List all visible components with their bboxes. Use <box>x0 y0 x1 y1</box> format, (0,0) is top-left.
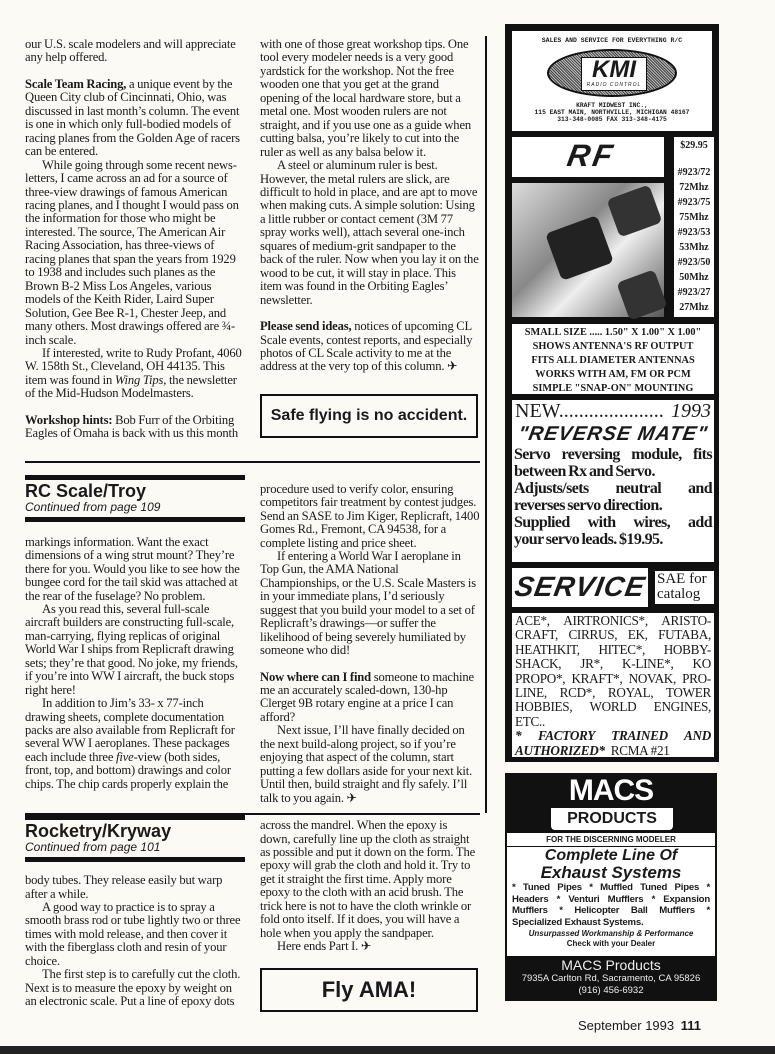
brand-list: ACE*, AIRTRONICS*, ARISTO-CRAFT, CIRRUS, EK, FUTABA, HEATHKIT, HITEC*, HOBBY-SHACK, JR*, K-LINE*, KO PROPO*, KRAFT*, NOVAK, PRO-LINE, RCD*, ROYAL, TOWER HOBBIES, WORLD ENGINES, ETC.. <box>515 613 711 729</box>
reverse-mate-line: between Rx and Servo. <box>514 463 655 480</box>
new-label: NEW..................... <box>515 400 664 422</box>
safe-flying-slogan-box <box>260 394 478 438</box>
rocketry-title: Rocketry/Kryway <box>25 821 172 842</box>
macs-address: 7935A Carlton Rd, Sacramento, CA 95826 <box>521 973 701 984</box>
paragraph-text: across the mandrel. When the epoxy is down, carefully line up the cloth as straight as possible and put it down on the form. The epoxy will grab the cloth and hold it. Try to get it straight the first time. Apply more epoxy to the cloth with an acid brush. The trick here is not to have the cloth wrinkle or fold onto itself. If it does, you will have a hole when you apply the sandpaper. <box>260 818 476 940</box>
paragraph-text: A good way to practice is to spray a smooth brass rod or tube lightly two or three times with mold release, and then cover it with the fiberglass cloth and resin of your choice. <box>25 900 241 968</box>
rocketry-continued: Continued from page 101 <box>25 840 161 855</box>
paragraph <box>25 414 245 441</box>
paragraph-text: a unique event by the Queen City club of Cincinnati, Ohio, was discussed in last month’s column. The event is one in which only full-bodied models of racing planes from the Golden Age of racers can be entered. <box>25 76 240 159</box>
paragraph-text: notices of upcoming CL Scale events, contest reports, and especially photos of CL Scale activity to me at the address at the very top of this column. ✈ <box>260 319 473 374</box>
paragraph <box>25 697 245 791</box>
rcma-number: RCMA #21 <box>610 742 670 758</box>
rc-scale-column-2 <box>260 483 480 805</box>
rocketry-column-1-wrap <box>25 815 245 1009</box>
rocketry-column-1 <box>25 874 245 1009</box>
paragraph-text: If interested, write to Rudy Profant, 4060 W. 158th St., Cleveland, OH 44135. This item was found in <box>25 345 242 387</box>
service-title: SERVICE <box>512 571 648 602</box>
paragraph <box>25 603 245 697</box>
rc-scale-column-1-wrap <box>25 475 245 792</box>
issue-date: September 1993 <box>578 1018 675 1033</box>
new-heading <box>512 400 714 422</box>
model-frequency: 53Mhz <box>679 242 709 253</box>
rc-scale-continued: Continued from page 109 <box>25 499 161 514</box>
rc-scale-heading <box>25 475 245 522</box>
reverse-mate-line: your servo leads. $19.95. <box>514 531 663 548</box>
fly-ama-slogan-box <box>260 968 478 1012</box>
paragraph <box>25 901 245 968</box>
service-title-box <box>511 567 649 608</box>
factory-trained: * FACTORY TRAINED AND AUTHORIZED* <box>515 728 711 758</box>
paragraph <box>25 38 245 65</box>
safe-flying-slogan: Safe flying is no accident. <box>270 406 468 424</box>
paragraph <box>25 536 245 603</box>
rf-mate-product-photo <box>511 182 665 318</box>
paragraph-text: A steel or aluminum ruler is best. However, the metal rulers are slick, are difficult to hold in place, and are apt to move when making cuts. A simple solution: Using a little rubber or contact cement (3M 77 spray works well), attach several one-inch squares of medium-grit sandpaper to the back of the ruler. Now when you lay it on the wood to be cut, it will stay in place. This item was found in the Orbiting Eagles’ newsletter. <box>260 158 479 307</box>
kmi-phone: 313-348-0085 FAX 313-348-4175 <box>557 116 667 123</box>
rf-mate-features <box>511 323 715 395</box>
paragraph <box>25 159 245 347</box>
paragraph <box>260 940 480 953</box>
paragraph-text: our U.S. scale modelers and will appreciate any help offered. <box>25 37 236 65</box>
paragraph-text: -view (both sides, front, top, and bottom) drawings and color chips. The chip cards properly explain the <box>25 749 231 791</box>
scan-edge <box>0 1046 775 1054</box>
paragraph <box>25 968 245 1008</box>
rocketry-column-2 <box>260 819 480 954</box>
paragraph-text: While going through some recent news-letters, I came across an ad for a source of three-view drawings of famous American racing planes, and I thought I would pass on the information for those who might be interested. The source, The American Air Racing Association, has three-views of racing planes that span the years from 1929 to 1938 and includes such planes as the Brown B-2 Miss Los Angeles, various models of the Keith Rider, Laird Super Solution, Gee Bee R-1, Chester Jeep, and many others. Most drawings offered are ¾-inch scale. <box>25 157 239 347</box>
paragraph-text: the newsletter of the Mid-Hudson Modelmasters. <box>25 372 237 401</box>
kmi-logo-text: KMI <box>592 56 636 83</box>
rf-mate-price: $29.95 <box>680 140 708 151</box>
paragraph-text: Next issue, I’ll have finally decided on the next build-along project, so if you’re enjoying that aspect of the column, start putting a few dollars aside for your next kit. Until then, build straight and fly safely. I’ll talk to you again. ✈ <box>260 723 473 805</box>
rf-mate-title-box <box>511 136 665 178</box>
heading-bar <box>25 517 245 522</box>
feature-line: WORKS WITH AM, FM OR PCM <box>535 369 691 380</box>
paragraph-lead: Now where can I find <box>260 669 372 684</box>
new-year: 1993 <box>671 400 711 422</box>
feature-line: SHOWS ANTENNA'S RF OUTPUT <box>532 341 694 352</box>
macs-logo <box>507 775 715 833</box>
feature-line: SIMPLE "SNAP-ON" MOUNTING <box>532 383 694 394</box>
section-rule <box>25 461 480 463</box>
paragraph-text: markings information. Want the exact dimensions of a wing strut mount? They’re there for you. Would you like to see how the bungee cord for the tail skid was attached at the rear of the fuselage? No problem. <box>25 534 240 603</box>
paragraph-text: Wing Tips, <box>114 372 167 387</box>
paragraph <box>260 320 480 374</box>
reverse-mate-box <box>511 399 715 563</box>
macs-headline-2: Exhaust Systems <box>540 863 682 882</box>
reverse-mate-title: "REVERSE MATE" <box>516 423 710 445</box>
macs-tagline: FOR THE DISCERNING MODELER <box>507 833 715 847</box>
model-number: #923/75 <box>677 197 711 208</box>
paragraph-text: If entering a World War I aeroplane in Top Gun, the AMA National Championships, or the U.S. Scale Masters is in your immediate plans, I’d seriously suggest that you build your model to a set of Replicraft’s drawings—or suffer the likelihood of being severely humiliated by someone who did! <box>260 548 476 658</box>
feature-line: SMALL SIZE ..... 1.50" X 1.00" X 1.00" <box>524 327 702 338</box>
rc-scale-title: RC Scale/Troy <box>25 480 147 501</box>
paragraph-text: with one of those great workshop tips. One tool every modeler needs is a very good yardstick for the workshop. Not the free wooden one that you get at the grand opening of the local hardware store, but a metal one. Most wooden rulers are not straight, and if you use one as a guide when cutting balsa, you’re likely to cut into the ruler as well as any balsa below it. <box>260 37 472 159</box>
kmi-logo-subtext: RADIO CONTROL <box>586 82 642 88</box>
macs-product-list: * Tuned Pipes * Muffled Tuned Pipes * Headers * Venturi Mufflers * Expansion Mufflers * Helicopter Ball Mufflers * Specialized Exhaust Systems. <box>512 882 710 928</box>
paragraph-text: procedure used to verify color, ensuring competitors fair treatment by contest judges. Send an SASE to Jim Kiger, Replicraft, 1400 Gomes Rd., Fremont, CA 94538, for a complete listing and price sheet. <box>260 481 480 550</box>
paragraph-lead: Scale Team Racing, <box>25 76 127 91</box>
macs-advertisement <box>505 773 717 1001</box>
column-divider <box>485 36 487 813</box>
page-number: 111 <box>680 1018 702 1033</box>
model-frequency: 27Mhz <box>679 302 709 313</box>
heading-bar <box>25 475 245 480</box>
model-number: #923/53 <box>677 227 711 238</box>
paragraph <box>260 550 480 658</box>
paragraph-text: Bob Furr of the Orbiting Eagles of Omaha is back with us this month <box>25 412 239 441</box>
fly-ama-slogan: Fly AMA! <box>321 976 417 1002</box>
kmi-company: KRAFT MIDWEST INC., <box>576 102 648 109</box>
rf-mate-title: RF <box>564 138 619 173</box>
kmi-address: 115 EAST MAIN, NORTHVILLE, MICHIGAN 48167 <box>534 109 690 116</box>
article-columns <box>25 38 480 1012</box>
paragraph <box>25 874 245 901</box>
paragraph-text: The first step is to carefully cut the cloth. Next is to measure the epoxy by weight on an electronic scale. Put a line of epoxy dots <box>25 967 241 1009</box>
macs-contact <box>507 956 715 999</box>
paragraph <box>260 724 480 805</box>
macs-phone: (916) 456-6932 <box>578 985 644 996</box>
paragraph <box>25 78 245 159</box>
kmi-tagline: SALES AND SERVICE FOR EVERYTHING R/C <box>541 37 683 44</box>
rocketry-column-2-wrap <box>260 815 480 1012</box>
reverse-mate-line: Servo reversing module, fits <box>514 446 712 463</box>
macs-headline-1: Complete Line Of <box>544 847 678 864</box>
rocketry-heading <box>25 815 245 862</box>
paragraph-text: Here ends Part I. ✈ <box>277 939 372 954</box>
paragraph-text: In addition to Jim’s 33- x 77-inch drawing sheets, complete documentation packs are also available from Replicraft for several WW I aeroplanes. These packages each include three <box>25 696 235 764</box>
macs-logo-subtext: PRODUCTS <box>551 808 673 830</box>
service-brands-box <box>511 612 715 758</box>
macs-slogan: Unsurpassed Workmanship & Performance <box>528 929 694 938</box>
paragraph <box>260 483 480 550</box>
paragraph <box>260 38 480 159</box>
model-frequency: 50Mhz <box>679 272 709 283</box>
heading-bar <box>25 815 245 820</box>
cl-scale-column-1 <box>25 38 245 441</box>
page-footer <box>578 1018 701 1033</box>
kmi-logo <box>547 49 677 97</box>
cl-scale-column-2-wrap <box>260 38 480 438</box>
paragraph-lead: Please send ideas, <box>260 319 352 334</box>
macs-name: MACS Products <box>561 957 661 973</box>
paragraph-text: As you read this, several full-scale aircraft builders are constructing full-scale, man-carrying, flying replicas of original World War I ships from Replicraft drawing sets; they’re that good. No joke, my friends, if you’re into WW I aircraft, the buck stops right here! <box>25 601 238 697</box>
paragraph-text: body tubes. They release easily but warp after a while. <box>25 873 223 901</box>
reverse-mate-line: Supplied with wires, add <box>514 514 712 531</box>
macs-logo-text: MACS <box>568 774 654 807</box>
reverse-mate-line: reverses servo direction. <box>514 497 663 514</box>
feature-line: FITS ALL DIAMETER ANTENNAS <box>531 355 695 366</box>
paragraph <box>260 819 480 940</box>
model-frequency: 72Mhz <box>679 182 709 193</box>
model-frequency: 75Mhz <box>679 212 709 223</box>
cl-scale-column-2 <box>260 38 480 374</box>
paragraph <box>25 347 245 401</box>
rf-mate-price-list <box>673 136 715 318</box>
model-number: #923/72 <box>677 167 711 178</box>
reverse-mate-line: Adjusts/sets neutral and <box>514 480 712 497</box>
heading-bar <box>25 857 245 862</box>
kmi-advertisement <box>505 24 719 762</box>
paragraph-text: someone to machine me an accurately scaled-down, 130-hp Clerget 9B rotary engine at a price I can afford? <box>260 669 474 724</box>
paragraph-lead: Workshop hints: <box>25 412 113 427</box>
rc-scale-column-1 <box>25 536 245 792</box>
model-number: #923/27 <box>677 287 711 298</box>
sae-catalog: SAE for catalog <box>654 570 715 605</box>
paragraph <box>260 159 480 307</box>
macs-dealer: Check with your Dealer <box>566 939 656 948</box>
kmi-header-box <box>511 30 713 132</box>
paragraph-text: five <box>116 749 134 764</box>
paragraph <box>260 671 480 725</box>
model-number: #923/50 <box>677 257 711 268</box>
